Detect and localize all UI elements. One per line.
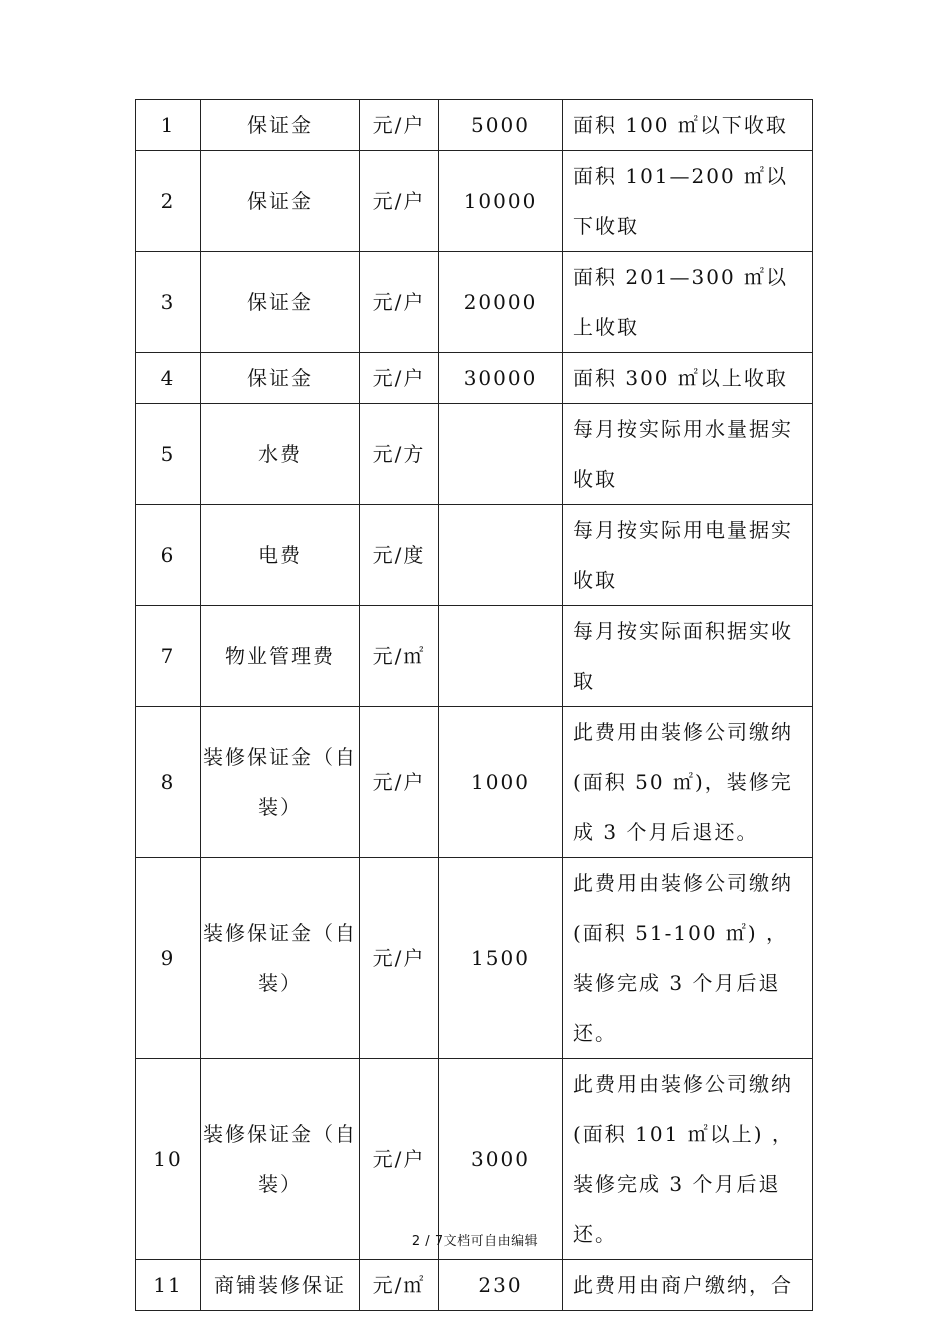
table-row [136,606,813,707]
note-cell: 每月按实际面积据实收取 [563,606,813,707]
item-name-cell: 物业管理费 [201,606,360,707]
unit-cell: 元/方 [360,404,439,505]
table-row [136,858,813,1059]
row-number-cell: 6 [136,505,201,606]
amount-cell: 5000 [439,100,563,151]
item-name-cell: 保证金 [201,252,360,353]
item-name-cell: 保证金 [201,353,360,404]
item-name-cell: 装修保证金（自装） [201,858,360,1059]
row-number-cell: 3 [136,252,201,353]
note-cell: 面积 300 ㎡以上收取 [563,353,813,404]
note-cell: 面积 100 ㎡以下收取 [563,100,813,151]
unit-cell: 元/户 [360,707,439,858]
amount-cell: 10000 [439,151,563,252]
table-row [136,252,813,353]
amount-cell: 230 [439,1260,563,1311]
table-row [136,505,813,606]
fee-table-body [136,100,813,1311]
amount-cell [439,606,563,707]
amount-cell [439,505,563,606]
note-cell: 此费用由商户缴纳，合 [563,1260,813,1311]
unit-cell: 元/㎡ [360,1260,439,1311]
table-row [136,1260,813,1311]
item-name-cell: 商铺装修保证 [201,1260,360,1311]
row-number-cell: 5 [136,404,201,505]
item-name-cell: 保证金 [201,151,360,252]
unit-cell: 元/户 [360,858,439,1059]
note-cell: 此费用由装修公司缴纳(面积 51-100 ㎡) ，装修完成 3 个月后退还。 [563,858,813,1059]
note-cell: 面积 101—200 ㎡以下收取 [563,151,813,252]
item-name-cell: 装修保证金（自装） [201,707,360,858]
table-row [136,151,813,252]
row-number-cell: 1 [136,100,201,151]
unit-cell: 元/户 [360,100,439,151]
note-cell: 面积 201—300 ㎡以上收取 [563,252,813,353]
row-number-cell: 8 [136,707,201,858]
table-row [136,353,813,404]
amount-cell [439,404,563,505]
row-number-cell: 2 [136,151,201,252]
amount-cell: 1000 [439,707,563,858]
amount-cell: 30000 [439,353,563,404]
row-number-cell: 11 [136,1260,201,1311]
table-row [136,707,813,858]
amount-cell: 20000 [439,252,563,353]
note-cell: 每月按实际用电量据实收取 [563,505,813,606]
item-name-cell: 保证金 [201,100,360,151]
unit-cell: 元/㎡ [360,606,439,707]
note-cell: 每月按实际用水量据实收取 [563,404,813,505]
note-cell: 此费用由装修公司缴纳(面积 101 ㎡以上) ，装修完成 3 个月后退还。 [563,1059,813,1260]
unit-cell: 元/度 [360,505,439,606]
row-number-cell: 4 [136,353,201,404]
item-name-cell: 水费 [201,404,360,505]
item-name-cell: 装修保证金（自装） [201,1059,360,1260]
note-cell: 此费用由装修公司缴纳(面积 50 ㎡)，装修完成 3 个月后退还。 [563,707,813,858]
fee-table [135,99,813,1311]
unit-cell: 元/户 [360,1059,439,1260]
row-number-cell: 9 [136,858,201,1059]
item-name-cell: 电费 [201,505,360,606]
amount-cell: 1500 [439,858,563,1059]
amount-cell: 3000 [439,1059,563,1260]
row-number-cell: 7 [136,606,201,707]
row-number-cell: 10 [136,1059,201,1260]
table-row [136,100,813,151]
table-row [136,404,813,505]
unit-cell: 元/户 [360,151,439,252]
unit-cell: 元/户 [360,252,439,353]
unit-cell: 元/户 [360,353,439,404]
page-footer: 2 / 7文档可自由编辑 [411,1234,539,1249]
